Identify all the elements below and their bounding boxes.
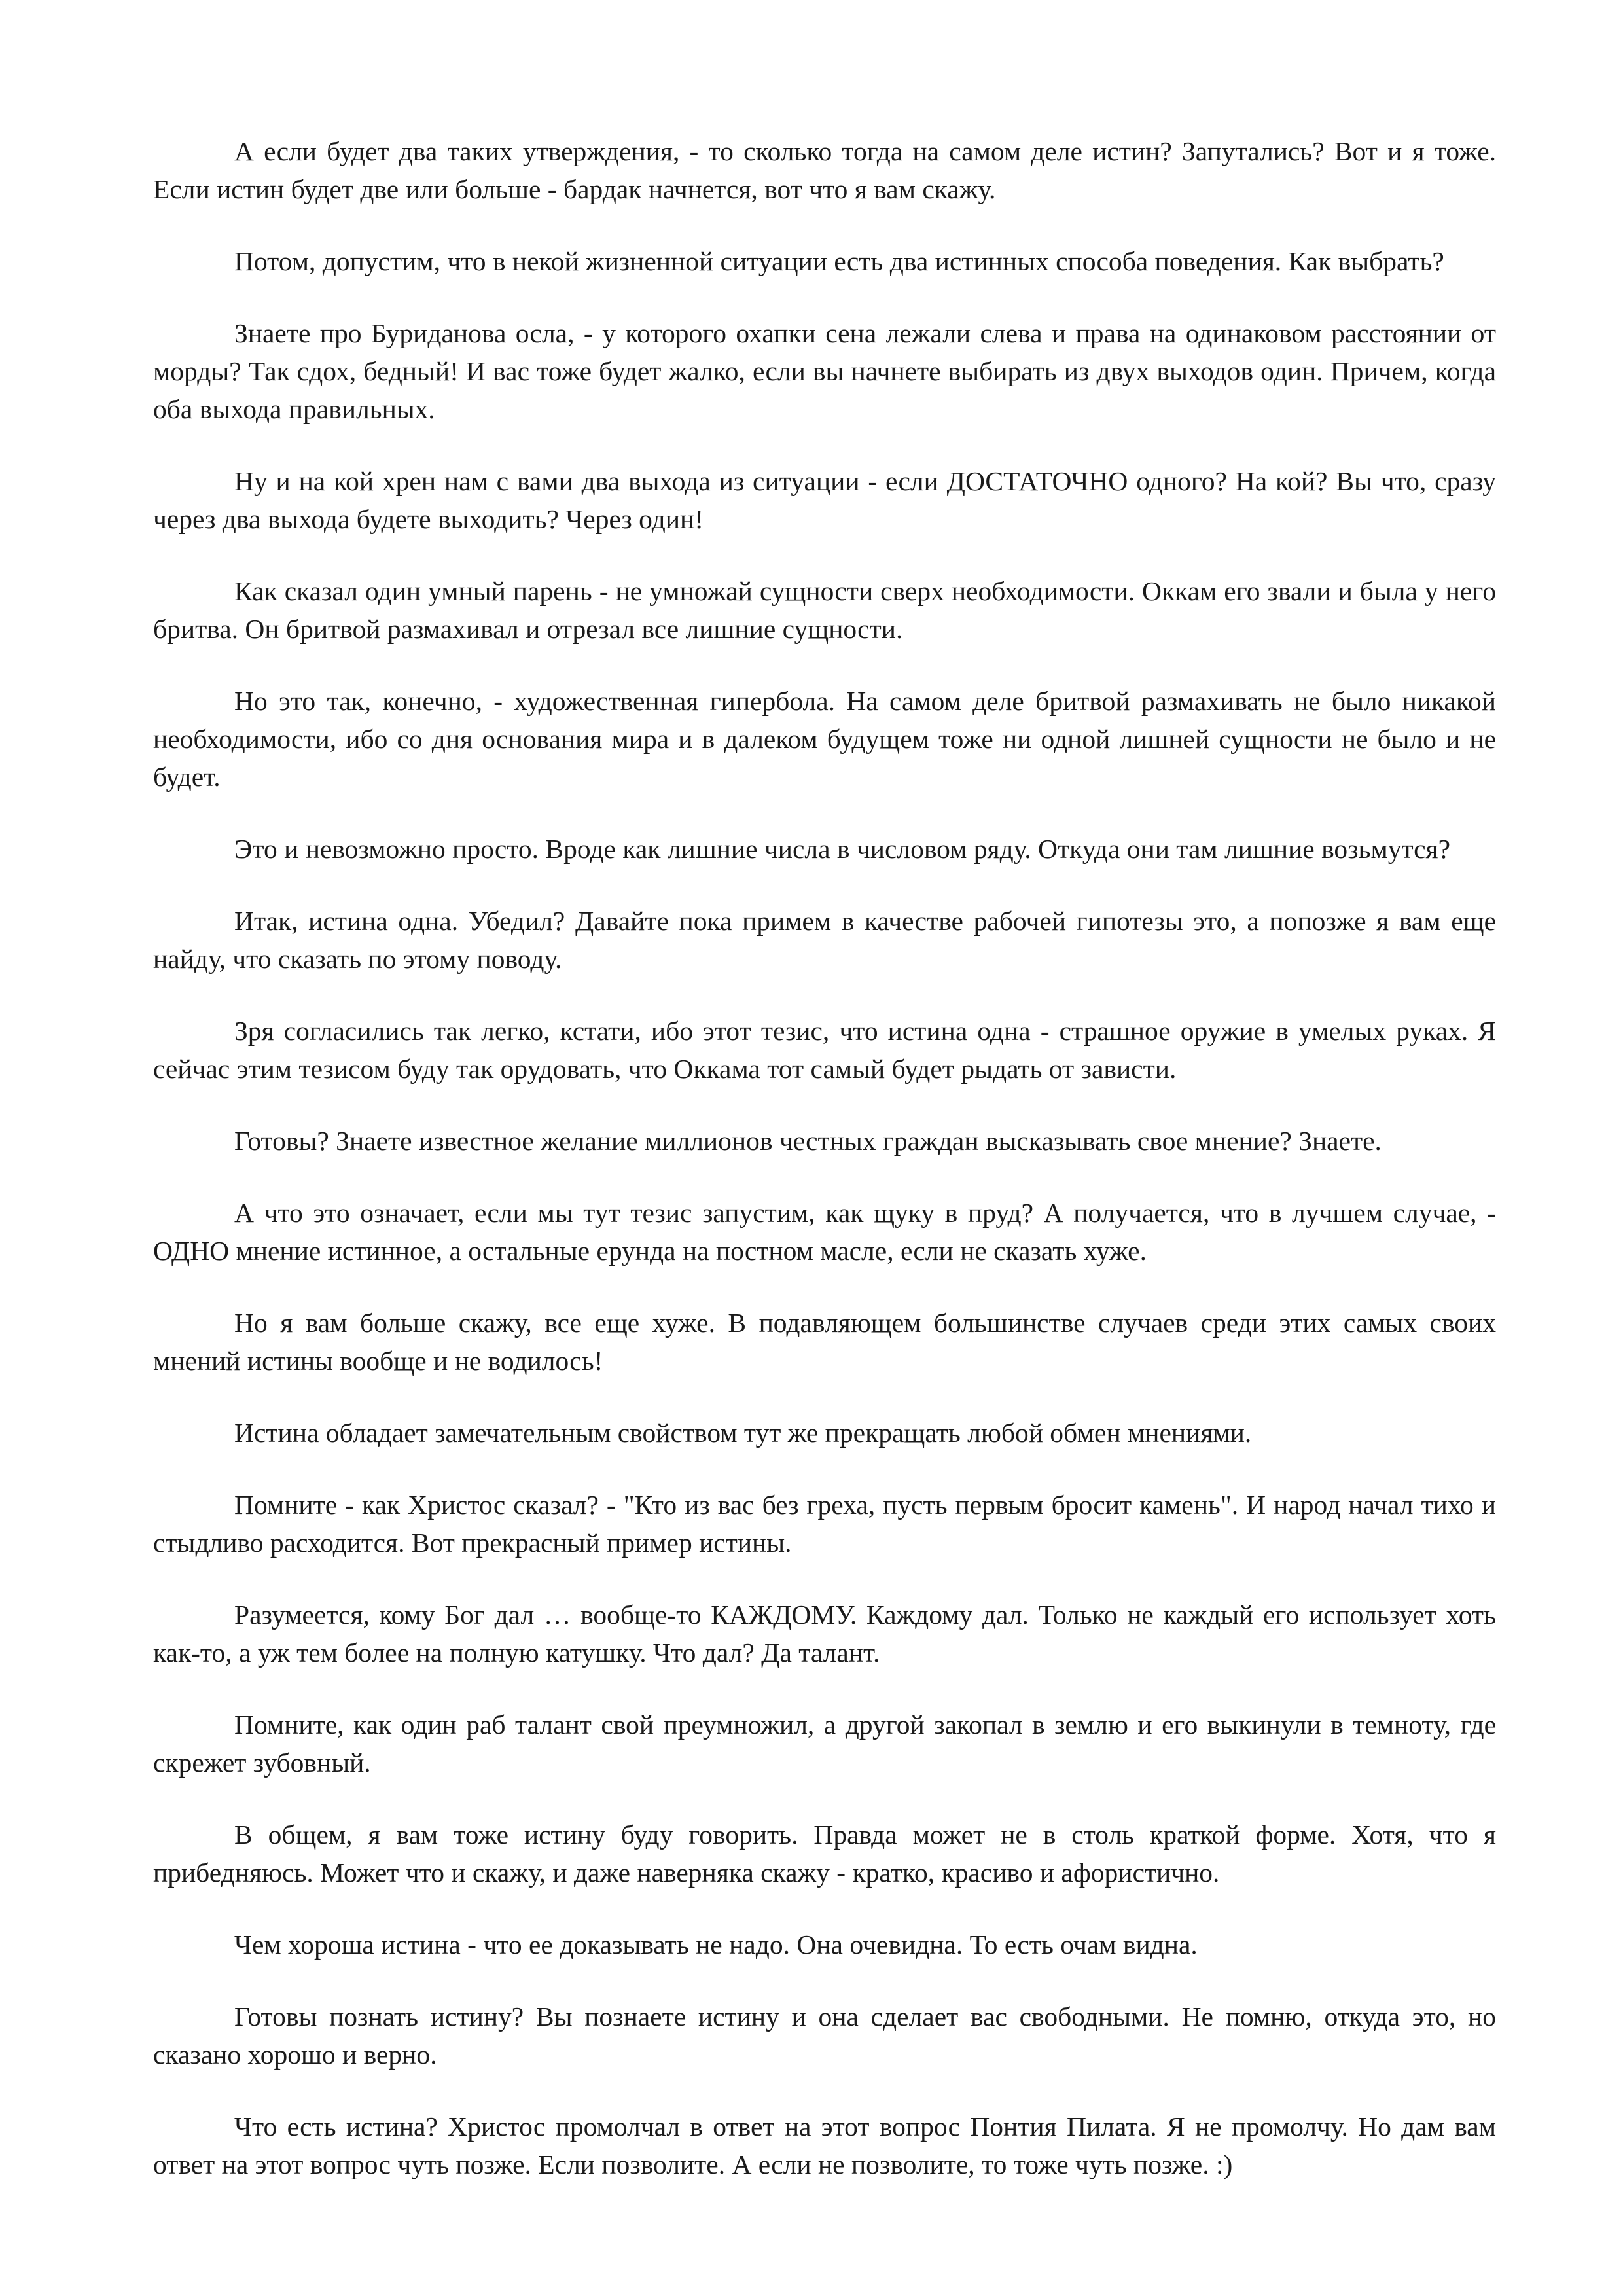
paragraph: Но это так, конечно, - художественная гипербола. На самом деле бритвой размахивать не было никакой необходимости, ибо со дня основания мира и в далеком будущем тоже ни одной лишней сущности не было и не будет.: [153, 686, 1496, 792]
paragraph: Помните, как один раб талант свой преумножил, а другой закопал в землю и его выкинули в темноту, где скрежет зубовный.: [153, 1710, 1496, 1778]
paragraph: В общем, я вам тоже истину буду говорить. Правда может не в столь краткой форме. Хотя, что я прибедняюсь. Может что и скажу, и даже наверняка скажу - кратко, красиво и афористично.: [153, 1820, 1496, 1888]
paragraph: Разумеется, кому Бог дал … вообще-то КАЖДОМУ. Каждому дал. Только не каждый его использует хоть как-то, а уж тем более на полную катушку. Что дал? Да талант.: [153, 1600, 1496, 1668]
paragraph: Знаете про Буриданова осла, - у которого охапки сена лежали слева и права на одинаковом расстоянии от морды? Так сдох, бедный! И вас тоже будет жалко, если вы начнете выбирать из двух выходов один. Причем, когда оба выхода правильных.: [153, 318, 1496, 424]
paragraph: А если будет два таких утверждения, - то сколько тогда на самом деле истин? Запутались? Вот и я тоже. Если истин будет две или больше - бардак начнется, вот что я вам скажу.: [153, 136, 1496, 204]
paragraph: Истина обладает замечательным свойством тут же прекращать любой обмен мнениями.: [234, 1418, 1252, 1448]
paragraph: Помните - как Христос сказал? - "Кто из вас без греха, пусть первым бросит камень". И народ начал тихо и стыдливо расходится. Вот прекрасный пример истины.: [153, 1490, 1496, 1558]
document-body: [153, 132, 1496, 2183]
paragraph: Зря согласились так легко, кстати, ибо этот тезис, что истина одна - страшное оружие в умелых руках. Я сейчас этим тезисом буду так орудовать, что Оккама тот самый будет рыдать от зависти.: [153, 1016, 1496, 1084]
paragraph: Готовы познать истину? Вы познаете истину и она сделает вас свободными. Не помню, откуда это, но сказано хорошо и верно.: [153, 2001, 1496, 2070]
paragraph: Как сказал один умный парень - не умножай сущности сверх необходимости. Оккам его звали и была у него бритва. Он бритвой размахивал и отрезал все лишние сущности.: [153, 576, 1496, 644]
paragraph: Ну и на кой хрен нам с вами два выхода из ситуации - если ДОСТАТОЧНО одного? На кой? Вы что, сразу через два выхода будете выходить? Через один!: [153, 466, 1496, 534]
paragraph: А что это означает, если мы тут тезис запустим, как щуку в пруд? А получается, что в лучшем случае, - ОДНО мнение истинное, а остальные ерунда на постном масле, если не сказать хуже.: [153, 1198, 1496, 1266]
paragraph: Чем хороша истина - что ее доказывать не надо. Она очевидна. То есть очам видна.: [234, 1929, 1198, 1960]
paragraph: Но я вам больше скажу, все еще хуже. В подавляющем большинстве случаев среди этих самых своих мнений истины вообще и не водилось!: [153, 1308, 1496, 1376]
paragraph: Потом, допустим, что в некой жизненной ситуации есть два истинных способа поведения. Как выбрать?: [234, 246, 1444, 276]
paragraph: Итак, истина одна. Убедил? Давайте пока примем в качестве рабочей гипотезы это, а попозже я вам еще найду, что сказать по этому поводу.: [153, 906, 1496, 974]
paragraph: Это и невозможно просто. Вроде как лишние числа в числовом ряду. Откуда они там лишние возьмутся?: [234, 834, 1451, 864]
paragraph: Что есть истина? Христос промолчал в ответ на этот вопрос Понтия Пилата. Я не промолчу. Но дам вам ответ на этот вопрос чуть позже. Если позволите. А если не позволите, то тоже чуть позже. :): [153, 2111, 1496, 2179]
paragraph: Готовы? Знаете известное желание миллионов честных граждан высказывать свое мнение? Знаете.: [234, 1126, 1382, 1156]
